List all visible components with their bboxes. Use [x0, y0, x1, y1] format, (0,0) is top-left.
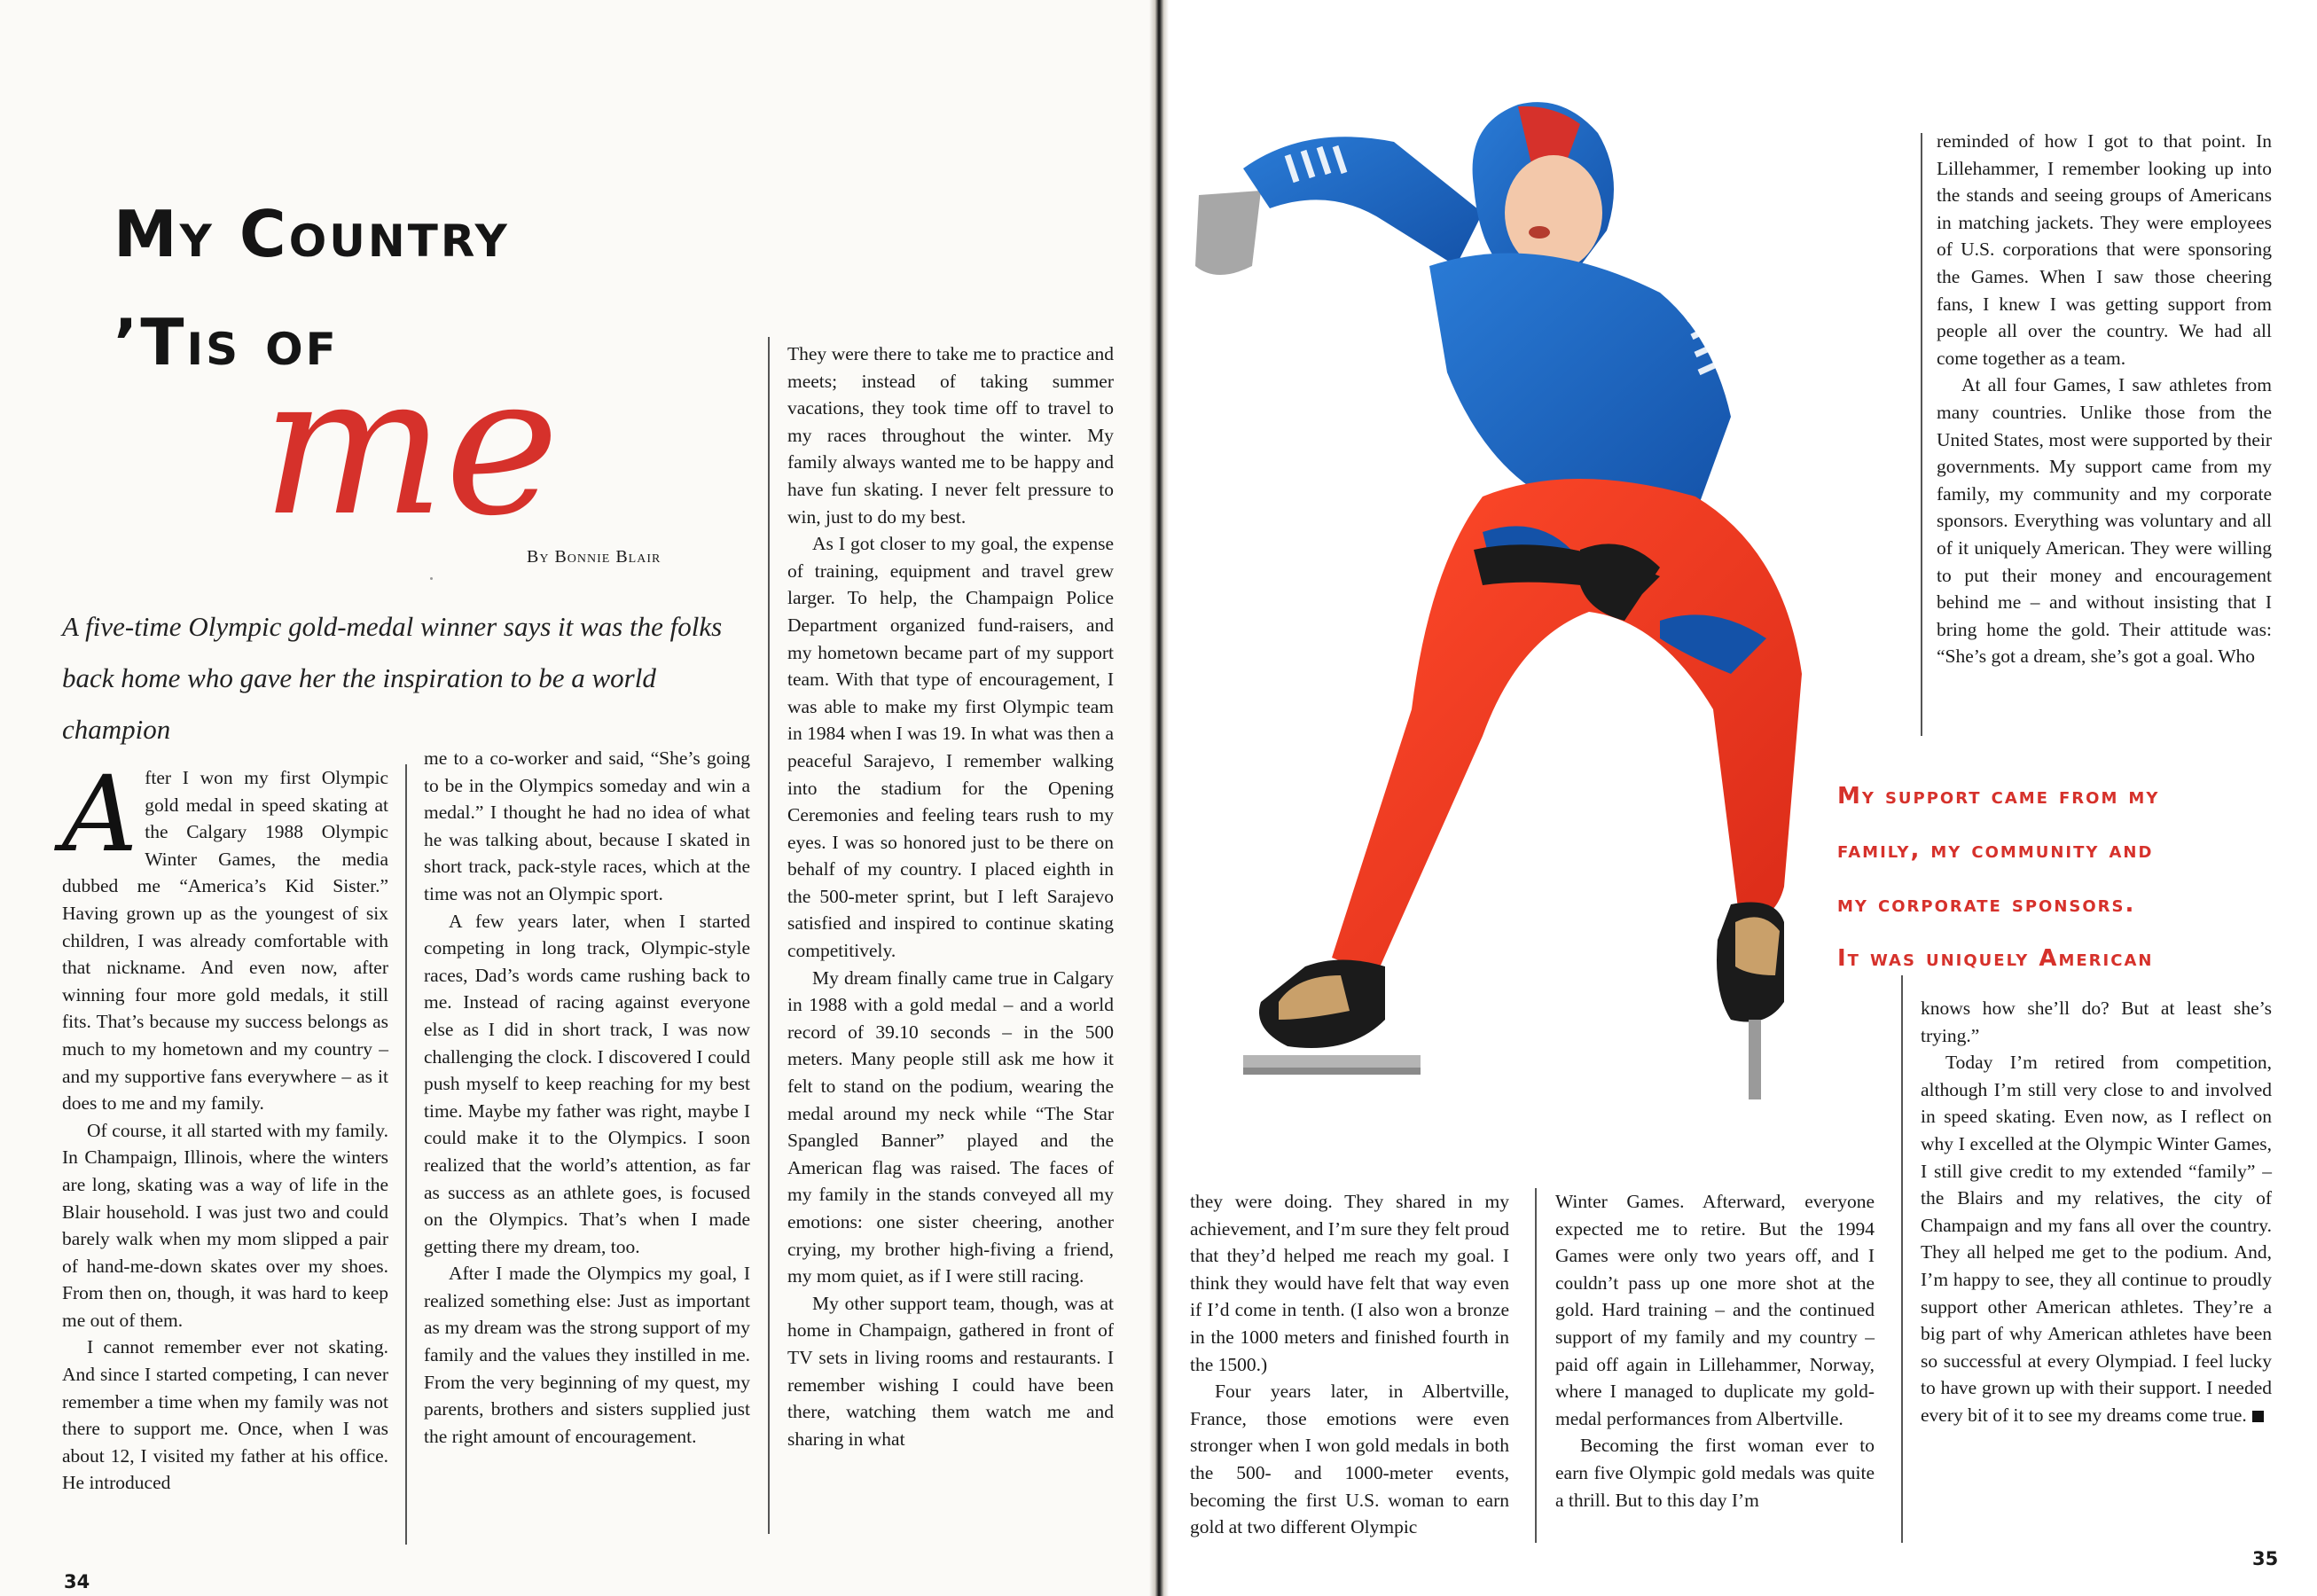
- right-column-2: [1555, 1188, 1875, 1514]
- paragraph: they were doing. They shared in my achievement, and I’m sure they felt proud that they’d helped me reach my goal. I think they would have felt that way even if I’d come in tenth. (I also won a bronze in the 1000 meters and finished fourth in the 1500.): [1190, 1191, 1509, 1375]
- paragraph: Of course, it all started with my family. In Champaign, Illinois, where the winters are long, skating was a way of life in the Blair household. I was just two and could barely walk when my mom slipped a pair of hand-me-down skates over my shoes. From then on, though, it was hard to keep me out of them.: [62, 1119, 388, 1331]
- paragraph: [1921, 1049, 2272, 1428]
- binding-gutter: [1149, 0, 1169, 1596]
- page-number-right: 35: [2252, 1548, 2279, 1569]
- paragraph: knows how she’ll do? But at least she’s trying.”: [1921, 998, 2272, 1046]
- title-accent-word: me: [262, 334, 560, 559]
- article-deck: A five-time Olympic gold-medal winner says it was the folks back home who gave her the inspiration to be a world champion: [62, 611, 723, 745]
- pull-quote: [1837, 770, 2245, 986]
- paragraph: fter I won my first Olympic gold medal in speed skating at the Calgary 1988 Olympic Winter Games, the media dubbed me “America’s Kid Sister.” Having grown up as the youngest of six children, I was already comfortable with that nickname. And even now, after winning four more gold medals, it still fits. That’s because my success belongs as much to my hometown and my country – and my supportive fans everywhere – as it does to me and my family.: [62, 767, 388, 1115]
- column-rule: [1901, 975, 1903, 1543]
- pull-quote-line: my corporate sponsors.: [1837, 891, 2136, 918]
- pull-quote-line: My support came from my: [1837, 783, 2160, 810]
- left-column-3: [787, 340, 1114, 1452]
- paragraph: Winter Games. Afterward, everyone expected me to retire. But the 1994 Games were only two years off, and I couldn’t pass up one more shot at the gold. Hard training – and the continued support of my family and my country – paid off again in Lillehammer, Norway, where I managed to duplicate my gold-medal performances from Albertville.: [1555, 1191, 1875, 1429]
- paragraph: At all four Games, I saw athletes from many countries. Unlike those from the United States, most were supported by their governments. My support came from my family, my community and my corporate sponsors. Everything was voluntary and all of it uniquely American. They were willing to put their money and encouragement behind me – and without insisting that I bring home the gold. Their attitude was: “She’s got a dream, she’s got a goal. Who: [1937, 374, 2272, 668]
- column-rule: [768, 337, 770, 1534]
- column-rule: [405, 764, 407, 1545]
- paragraph: After I made the Olympics my goal, I realized something else: Just as important as my dream was the strong support of my family and the values they instilled in me. From the very beginning of my quest, my parents, brothers and sisters supplied just the right amount of encouragement.: [424, 1263, 750, 1447]
- paragraph: Four years later, in Albertville, France, those emotions were even stronger when I won gold medals in both the 500- and 1000-meter events, becoming the first U.S. woman to earn gold at two different Olympic: [1190, 1381, 1509, 1538]
- left-column-1: [62, 753, 388, 1497]
- right-column-top: [1937, 128, 2272, 670]
- byline: By Bonnie Blair: [527, 547, 661, 567]
- left-column-2: [424, 745, 750, 1450]
- right-column-1: [1190, 1188, 1509, 1541]
- right-column-3: [1921, 995, 2272, 1429]
- paragraph: Becoming the first woman ever to earn five Olympic gold medals was quite a thrill. But to this day I’m: [1555, 1435, 1875, 1511]
- paragraph: me to a co-worker and said, “She’s going to be in the Olympics someday and win a medal.” I thought he had no idea of what he was talking about, because I skated in short track, pack-style races, which at the time was not an Olympic sport.: [424, 747, 750, 904]
- title-line-1: My Country: [114, 197, 510, 271]
- column-rule: [1921, 133, 1922, 736]
- pull-quote-line: family, my community and: [1837, 837, 2154, 864]
- paragraph: My other support team, though, was at home in Champaign, gathered in front of TV sets in living rooms and restaurants. I remember wishing I could have been there, watching them watch me and sharing in what: [787, 1292, 1114, 1450]
- paragraph: reminded of how I got to that point. In Lillehammer, I remember looking up into the stands and seeing groups of Americans in matching jackets. They were employees of U.S. corporations that were sponsoring the Games. When I saw those cheering fans, I knew I was getting support from people all over the country. We had all come together as a team.: [1937, 130, 2272, 369]
- paragraph: They were there to take me to practice and meets; instead of taking summer vacations, they took time off to travel to my races throughout the winter. My family always wanted me to be happy and have fun skating. I never felt pressure to win, just to do my best.: [787, 343, 1114, 528]
- left-page: [0, 0, 1153, 1596]
- end-of-article-mark: [2252, 1411, 2264, 1422]
- pull-quote-line: It was uniquely American: [1837, 945, 2154, 972]
- drop-cap: A: [62, 753, 138, 875]
- column-rule: [1535, 1188, 1537, 1543]
- paragraph: As I got closer to my goal, the expense of training, equipment and travel grew larger. To help, the Champaign Police Department organized fund-raisers, and my hometown became part of my support team. With that type of encouragement, I was able to make my first Olympic team in 1984 when I was 19. In what was then a peaceful Sarajevo, I remember walking into the stadium for the Opening Ceremonies and feeling tears rush to my eyes. I was so honored just to be there on behalf of my country. I placed eighth in the 500-meter sprint, but I left Sarajevo satisfied and inspired to continue skating competitively.: [787, 533, 1114, 962]
- paragraph: A few years later, when I started competing in long track, Olympic-style races, Dad’s words came rushing back to me. Instead of racing against everyone else as I did in short track, I was now challenging the clock. I discovered I could push myself to keep reaching for my best time. Maybe my father was right, maybe I could make it to the Olympics. I soon realized that the world’s attention, as far as success as an athlete goes, is focused on the Olympics. That’s when I made getting there my dream, too.: [424, 910, 750, 1257]
- title-line-2: ’Tis of: [114, 305, 339, 379]
- decorative-dot: [430, 577, 433, 580]
- paragraph-text: Today I’m retired from competition, although I’m still very close to and involved in speed skating. Even now, as I reflect on why I excelled at the Olympic Winter Games, I still give credit to my extended “family” – the Blairs and my relatives, the city of Champaign and my fans all over the country. They all helped me get to the podium. And, I’m happy to see, they all continue to proudly support other American athletes. They’re a big part of why American athletes have been so successful at every Olympiad. I feel lucky to have grown up with their support. I needed every bit of it to see my dreams come true.: [1921, 1052, 2272, 1426]
- paragraph: My dream finally came true in Calgary in 1988 with a gold medal – and a world record of 39.10 seconds – in the 500 meters. Many people still ask me how it felt to stand on the podium, wearing the medal around my neck while “The Star Spangled Banner” played and the American flag was raised. The faces of my family in the stands conveyed all my emotions: one sister cheering, another crying, my brother high-fiving a friend, my mom quiet, as if I were still racing.: [787, 966, 1114, 1287]
- paragraph: I cannot remember ever not skating. And since I started competing, I can never remember a time when my family was not there to support me. Once, when I was about 12, I visited my father at his office. He introduced: [62, 1336, 388, 1494]
- page-number-left: 34: [64, 1571, 90, 1592]
